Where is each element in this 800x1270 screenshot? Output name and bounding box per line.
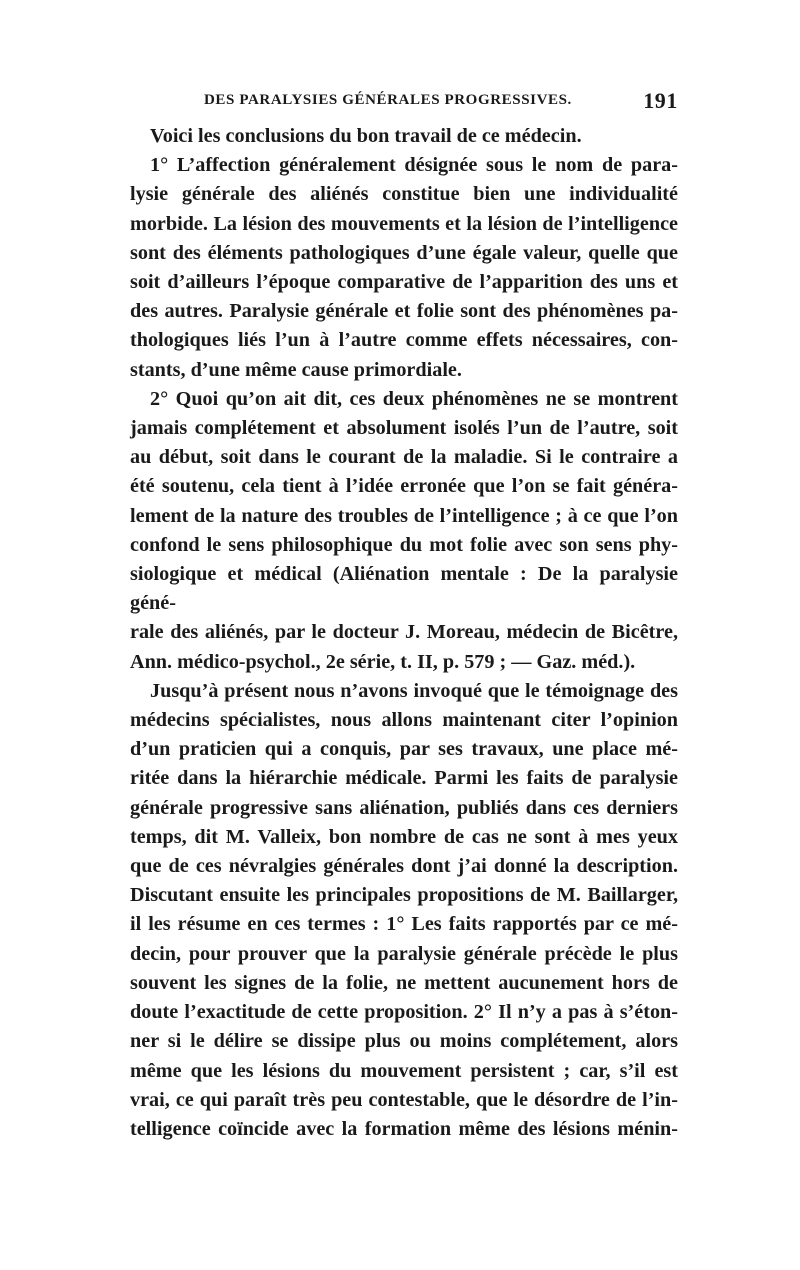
text-line: vrai, ce qui paraît très peu contestable, que le désordre de l’in-: [130, 1088, 678, 1111]
text-line: Ann. médico-psychol., 2e série, t. II, p. 579 ; — Gaz. méd.).: [130, 650, 636, 673]
running-header: [130, 88, 678, 122]
body-text: [130, 122, 678, 1144]
paragraph: [130, 385, 678, 677]
text-line: 2° Quoi qu’on ait dit, ces deux phénomènes ne se montrent: [150, 387, 678, 410]
text-line: telligence coïncide avec la formation même des lésions ménin-: [130, 1117, 678, 1140]
text-line: que de ces névralgies générales dont j’ai donné la description.: [130, 855, 678, 878]
text-line: Jusqu’à présent nous n’avons invoqué que le témoignage des: [150, 679, 678, 702]
text-line: ner si le délire se dissipe plus ou moins complétement, alors: [130, 1030, 678, 1053]
text-line: decin, pour prouver que la paralysie générale précède le plus: [130, 942, 678, 965]
text-line: il les résume en ces termes : 1° Les faits rapportés par ce mé-: [130, 913, 678, 936]
text-line: temps, dit M. Valleix, bon nombre de cas ne sont à mes yeux: [130, 825, 678, 848]
paragraph: [130, 151, 678, 385]
text-line: doute l’exactitude de cette proposition. 2° Il n’y a pas à s’éton-: [130, 1001, 678, 1024]
text-line: au début, soit dans le courant de la maladie. Si le contraire a: [130, 446, 678, 469]
text-line: ritée dans la hiérarchie médicale. Parmi les faits de paralysie: [130, 767, 678, 790]
text-line: d’un praticien qui a conquis, par ses travaux, une place mé-: [130, 738, 678, 761]
text-line: stants, d’une même cause primordiale.: [130, 358, 462, 381]
text-line: morbide. La lésion des mouvements et la lésion de l’intelligence: [130, 212, 678, 235]
text-line: générale progressive sans aliénation, publiés dans ces derniers: [130, 796, 678, 819]
text-line: sont des éléments pathologiques d’une égale valeur, quelle que: [130, 241, 678, 264]
text-line: été soutenu, cela tient à l’idée erronée que l’on se fait généra-: [130, 475, 678, 498]
paragraph: [130, 677, 678, 1144]
paragraph: [130, 122, 678, 151]
text-line: thologiques liés l’un à l’autre comme effets nécessaires, con-: [130, 329, 678, 352]
text-line: même que les lésions du mouvement persistent ; car, s’il est: [130, 1059, 678, 1082]
text-line: soit d’ailleurs l’époque comparative de l’apparition des uns et: [130, 271, 678, 294]
running-title: DES PARALYSIES GÉNÉRALES PROGRESSIVES.: [204, 92, 572, 108]
text-line: confond le sens philosophique du mot folie avec son sens phy-: [130, 533, 678, 556]
text-line: des autres. Paralysie générale et folie sont des phénomènes pa-: [130, 300, 678, 323]
text-line: Voici les conclusions du bon travail de ce médecin.: [150, 125, 582, 147]
text-line: Discutant ensuite les principales propositions de M. Baillarger,: [130, 884, 678, 907]
text-line: 1° L’affection généralement désignée sous le nom de para-: [150, 154, 678, 177]
text-line: médecins spécialistes, nous allons maintenant citer l’opinion: [130, 709, 678, 732]
text-line: rale des aliénés, par le docteur J. Moreau, médecin de Bicêtre,: [130, 621, 678, 644]
text-line: siologique et médical (Aliénation mentale : De la paralysie géné-: [130, 563, 678, 615]
book-page: [130, 88, 678, 1144]
text-line: jamais complétement et absolument isolés l’un de l’autre, soit: [130, 417, 678, 440]
text-line: lysie générale des aliénés constitue bien une individualité: [130, 183, 678, 206]
page-number: 191: [643, 88, 678, 113]
text-line: souvent les signes de la folie, ne mettent aucunement hors de: [130, 971, 678, 994]
text-line: lement de la nature des troubles de l’intelligence ; à ce que l’on: [130, 504, 678, 527]
